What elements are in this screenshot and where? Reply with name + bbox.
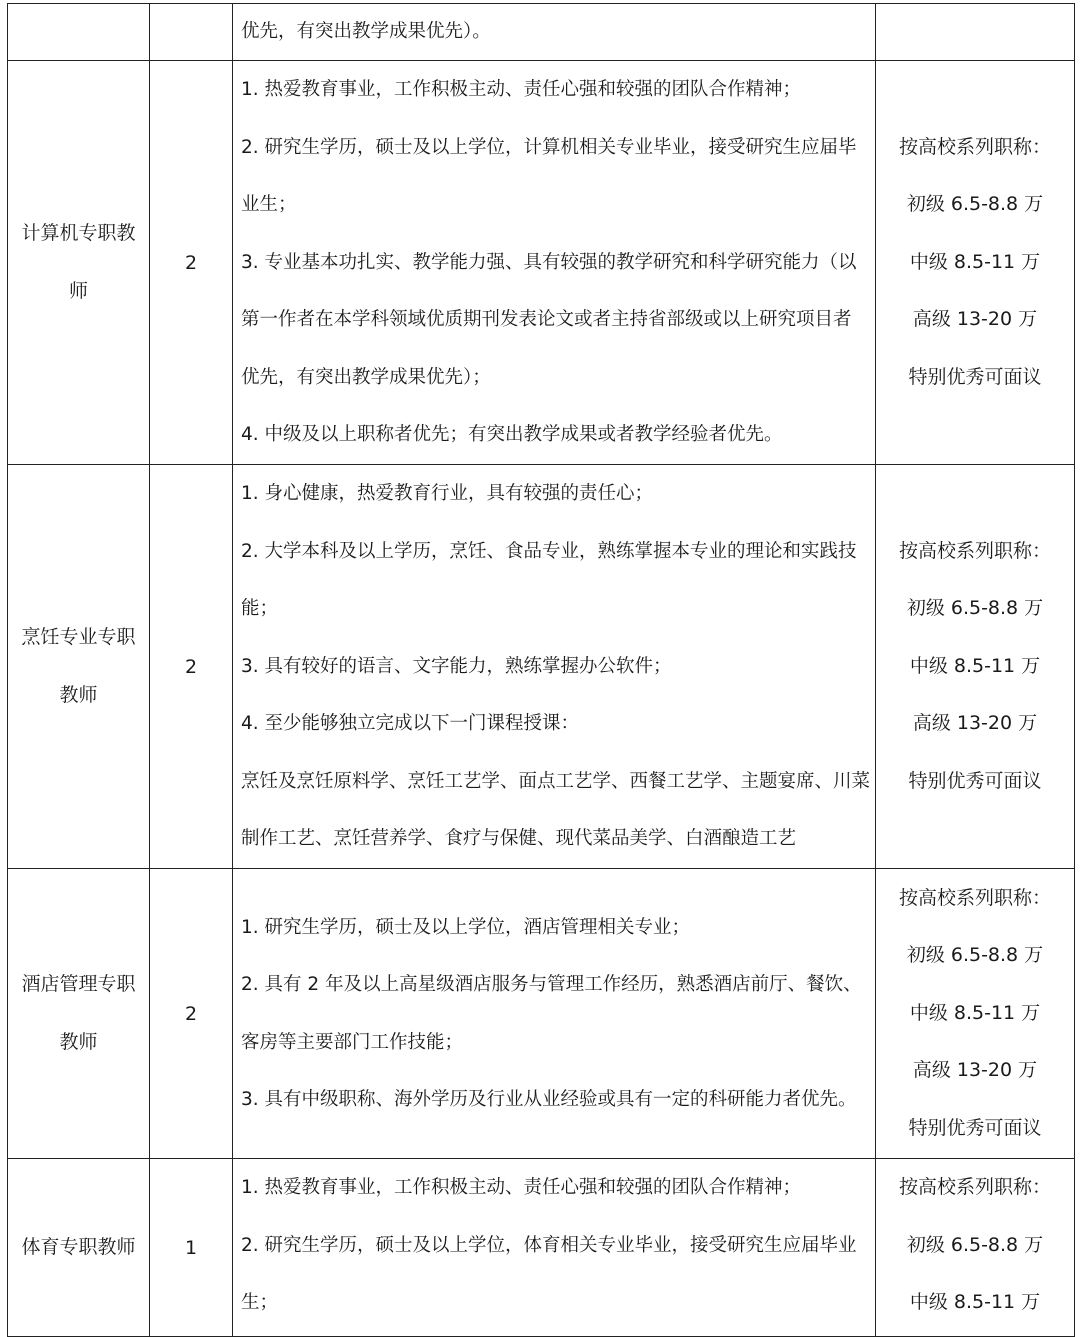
requirement-line: 优先，有突出教学成果优先）。: [241, 21, 491, 43]
table-row: [7, 3, 1075, 61]
headcount: 2: [184, 1002, 198, 1025]
requirement-line: 烹饪及烹饪原料学、烹饪工艺学、面点工艺学、西餐工艺学、主题宴席、川菜: [241, 770, 871, 792]
salary-line: 按高校系列职称：: [898, 539, 1051, 562]
requirement-line: 1. 热爱教育事业，工作积极主动、责任心强和较强的团队合作精神；: [241, 1177, 802, 1198]
recruitment-table: [7, 3, 1075, 1337]
requirement-line: 1. 研究生学历，硕士及以上学位，酒店管理相关专业；: [241, 916, 691, 938]
requirement-line: 第一作者在本学科领域优质期刊发表论文或者主持省部级或以上研究项目者: [241, 309, 852, 331]
salary-line: 特别优秀可面议: [908, 365, 1042, 388]
salary-line: 高级 13-20 万: [912, 1059, 1038, 1082]
position-title-line: 计算机专职教: [21, 222, 136, 244]
salary-line: 初级 6.5-8.8 万: [906, 597, 1044, 620]
requirements-cell: [233, 1159, 876, 1336]
requirement-line: 2. 大学本科及以上学历，烹饪、食品专业，熟练掌握本专业的理论和实践技: [241, 540, 857, 562]
position-title-line: 教师: [59, 683, 98, 706]
position-cell: [8, 465, 150, 868]
requirements-cell: [233, 465, 876, 868]
requirement-line: 生；: [241, 1292, 279, 1313]
salary-line: 高级 13-20 万: [912, 308, 1038, 331]
salary-line: 初级 6.5-8.8 万: [906, 193, 1044, 216]
salary-cell: [876, 4, 1074, 60]
salary-line: 特别优秀可面议: [908, 1116, 1042, 1139]
salary-line: 初级 6.5-8.8 万: [906, 944, 1044, 967]
salary-line: 中级 8.5-11 万: [909, 1291, 1041, 1313]
requirement-line: 2. 研究生学历，硕士及以上学位，计算机相关专业毕业，接受研究生应届毕: [241, 136, 857, 158]
salary-line: 初级 6.5-8.8 万: [906, 1233, 1044, 1256]
count-cell: [150, 465, 233, 868]
position-cell: [8, 61, 150, 464]
salary-line: 按高校系列职称：: [898, 886, 1051, 909]
count-cell: [150, 4, 233, 60]
position-title-line: 教师: [59, 1030, 98, 1053]
requirement-line: 4. 至少能够独立完成以下一门课程授课：: [241, 713, 580, 735]
requirement-line: 优先，有突出教学成果优先）；: [241, 366, 491, 388]
salary-line: 按高校系列职称：: [898, 1176, 1051, 1198]
position-title-line: 烹饪专业专职: [21, 626, 136, 648]
count-cell: [150, 61, 233, 464]
salary-cell: [876, 1159, 1074, 1336]
salary-line: 中级 8.5-11 万: [909, 654, 1041, 677]
position-title-line: 体育专职教师: [21, 1235, 136, 1258]
salary-line: 按高校系列职称：: [898, 135, 1051, 158]
position-cell: [8, 1159, 150, 1336]
position-title-line: 酒店管理专职: [21, 973, 136, 995]
salary-line: 中级 8.5-11 万: [909, 250, 1041, 273]
table-row: [7, 869, 1075, 1159]
headcount: 2: [184, 655, 198, 678]
headcount: 1: [184, 1236, 198, 1259]
salary-line: 中级 8.5-11 万: [909, 1001, 1041, 1024]
salary-cell: [876, 869, 1074, 1158]
count-cell: [150, 869, 233, 1158]
table-row: [7, 61, 1075, 465]
requirements-cell: [233, 61, 876, 464]
requirement-line: 制作工艺、烹饪营养学、食疗与保健、现代菜品美学、白酒酿造工艺: [241, 828, 797, 850]
requirement-line: 1. 热爱教育事业，工作积极主动、责任心强和较强的团队合作精神；: [241, 79, 802, 101]
table-row: [7, 465, 1075, 869]
requirements-cell: [233, 4, 876, 60]
requirement-line: 3. 具有较好的语言、文字能力，熟练掌握办公软件；: [241, 655, 672, 677]
requirement-line: 2. 研究生学历，硕士及以上学位，体育相关专业毕业，接受研究生应届毕业: [241, 1234, 857, 1256]
requirements-cell: [233, 869, 876, 1158]
position-cell: [8, 869, 150, 1158]
requirement-line: 4. 中级及以上职称者优先；有突出教学成果或者教学经验者优先。: [241, 424, 783, 446]
position-cell: [8, 4, 150, 60]
requirement-line: 能；: [241, 598, 279, 620]
requirement-line: 3. 具有中级职称、海外学历及行业从业经验或具有一定的科研能力者优先。: [241, 1089, 857, 1110]
salary-cell: [876, 61, 1074, 464]
count-cell: [150, 1159, 233, 1336]
requirement-line: 3. 专业基本功扎实、教学能力强、具有较强的教学研究和科学研究能力（以: [241, 251, 857, 273]
position-title-line: 师: [68, 279, 88, 302]
table-row: [7, 1159, 1075, 1337]
salary-line: 高级 13-20 万: [912, 712, 1038, 735]
salary-cell: [876, 465, 1074, 868]
requirement-line: 业生；: [241, 194, 297, 216]
requirement-line: 2. 具有 2 年及以上高星级酒店服务与管理工作经历，熟悉酒店前厅、餐饮、: [241, 974, 862, 995]
salary-line: 特别优秀可面议: [908, 769, 1042, 792]
headcount: 2: [184, 251, 198, 274]
requirement-line: 客房等主要部门工作技能；: [241, 1031, 464, 1053]
requirement-line: 1. 身心健康，热爱教育行业，具有较强的责任心；: [241, 483, 654, 505]
